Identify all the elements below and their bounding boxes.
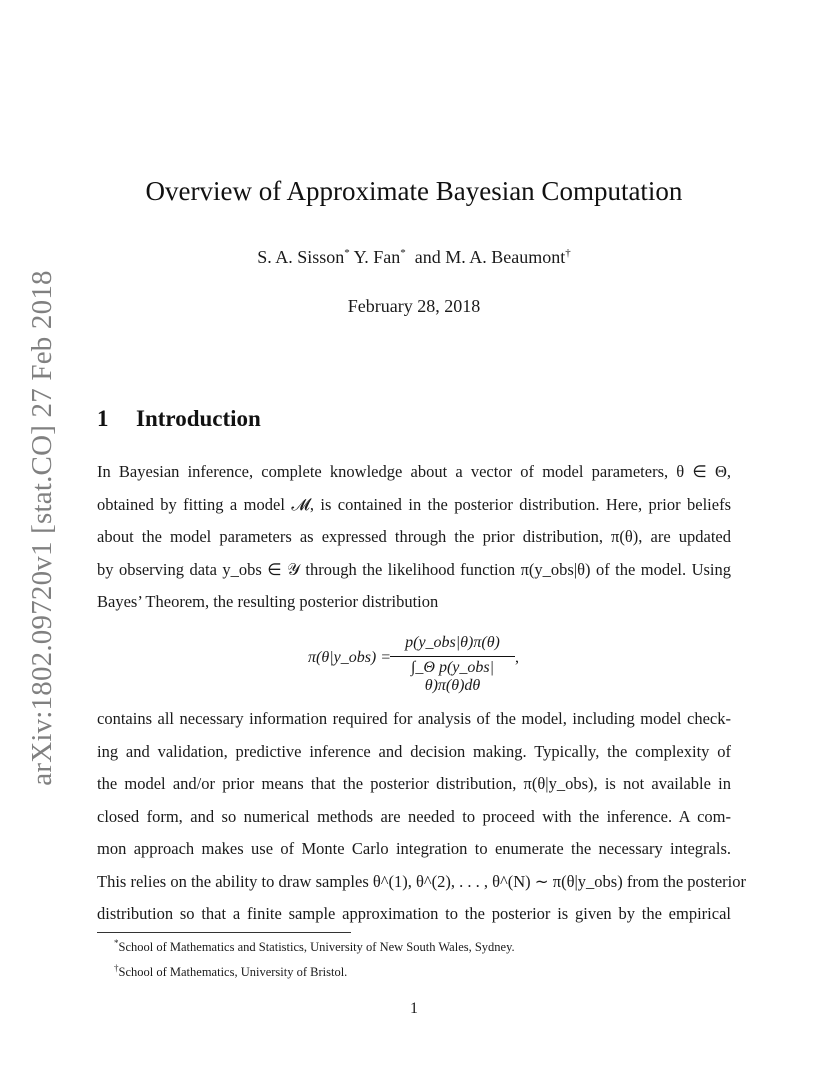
footnote-mark: * xyxy=(114,938,119,948)
paper-title: Overview of Approximate Bayesian Computation xyxy=(145,176,683,206)
affiliation-mark: * xyxy=(344,247,350,259)
equation-comma: , xyxy=(515,649,519,666)
text-line: ing and validation, predictive inference and decision making. Typically, the complexity of xyxy=(97,741,731,761)
text-line: by observing data y_obs ∈ 𝒴 through the likelihood function π(y_obs|θ) of the model. Using xyxy=(97,559,731,579)
author-sisson: S. A. Sisson xyxy=(257,247,345,267)
section-heading xyxy=(97,406,261,432)
section-number: 1 xyxy=(97,406,109,431)
footnote xyxy=(114,933,515,958)
paragraph-posterior xyxy=(97,703,746,931)
section-title: Introduction xyxy=(136,406,261,431)
footnote xyxy=(114,958,515,983)
paragraph-intro xyxy=(97,456,731,619)
text-line: This relies on the ability to draw samples θ^(1), θ^(2), . . . , θ^(N) ∼ π(θ|y_obs) from the posterior xyxy=(97,871,746,891)
text-line: mon approach makes use of Monte Carlo integration to enumerate the necessary integrals. xyxy=(97,839,731,858)
text-line: Bayes’ Theorem, the resulting posterior distribution xyxy=(97,592,439,611)
page-number: 1 xyxy=(410,1000,418,1017)
text-line: contains all necessary information required for analysis of the model, including model check- xyxy=(97,709,731,728)
footnotes xyxy=(114,933,515,983)
author-beaumont: M. A. Beaumont xyxy=(445,247,566,267)
equation-denominator: ∫_Θ p(y_obs|θ)π(θ)dθ xyxy=(411,659,494,694)
arxiv-stamp xyxy=(0,0,60,1072)
author-joiner: and xyxy=(414,247,441,267)
equation-lhs: π(θ|y_obs) = xyxy=(308,649,392,666)
affiliation-mark: † xyxy=(565,247,571,259)
paper-date: February 28, 2018 xyxy=(347,296,481,316)
equation-numerator: p(y_obs|θ)π(θ) xyxy=(405,634,500,651)
fraction-bar xyxy=(390,656,515,657)
arxiv-identifier: arXiv:1802.09720v1 [stat.CO] 27 Feb 2018 xyxy=(26,270,58,786)
author-list xyxy=(0,247,828,268)
footnote-mark: † xyxy=(114,963,119,974)
text-line: obtained by fitting a model 𝓜, is contained in the posterior distribution. Here, prior beliefs xyxy=(97,494,731,514)
footnote-text: School of Mathematics and Statistics, University of New South Wales, Sydney. xyxy=(118,940,515,955)
text-line: distribution so that a finite sample approximation to the posterior is given by the empirical xyxy=(97,904,731,923)
author-fan: Y. Fan xyxy=(353,247,401,267)
text-line: about the model parameters as expressed through the prior distribution, π(θ), are updated xyxy=(97,527,731,546)
posterior-equation xyxy=(0,632,828,694)
text-line: closed form, and so numerical methods are needed to proceed with the inference. A com- xyxy=(97,806,731,826)
text-line: In Bayesian inference, complete knowledge about a vector of model parameters, θ ∈ Θ, xyxy=(97,462,731,481)
affiliation-mark: * xyxy=(400,247,406,259)
footnote-text: School of Mathematics, University of Bristol. xyxy=(118,965,348,980)
equation-fraction xyxy=(390,634,515,695)
text-line: the model and/or prior means that the posterior distribution, π(θ|y_obs), is not available in xyxy=(97,774,731,793)
